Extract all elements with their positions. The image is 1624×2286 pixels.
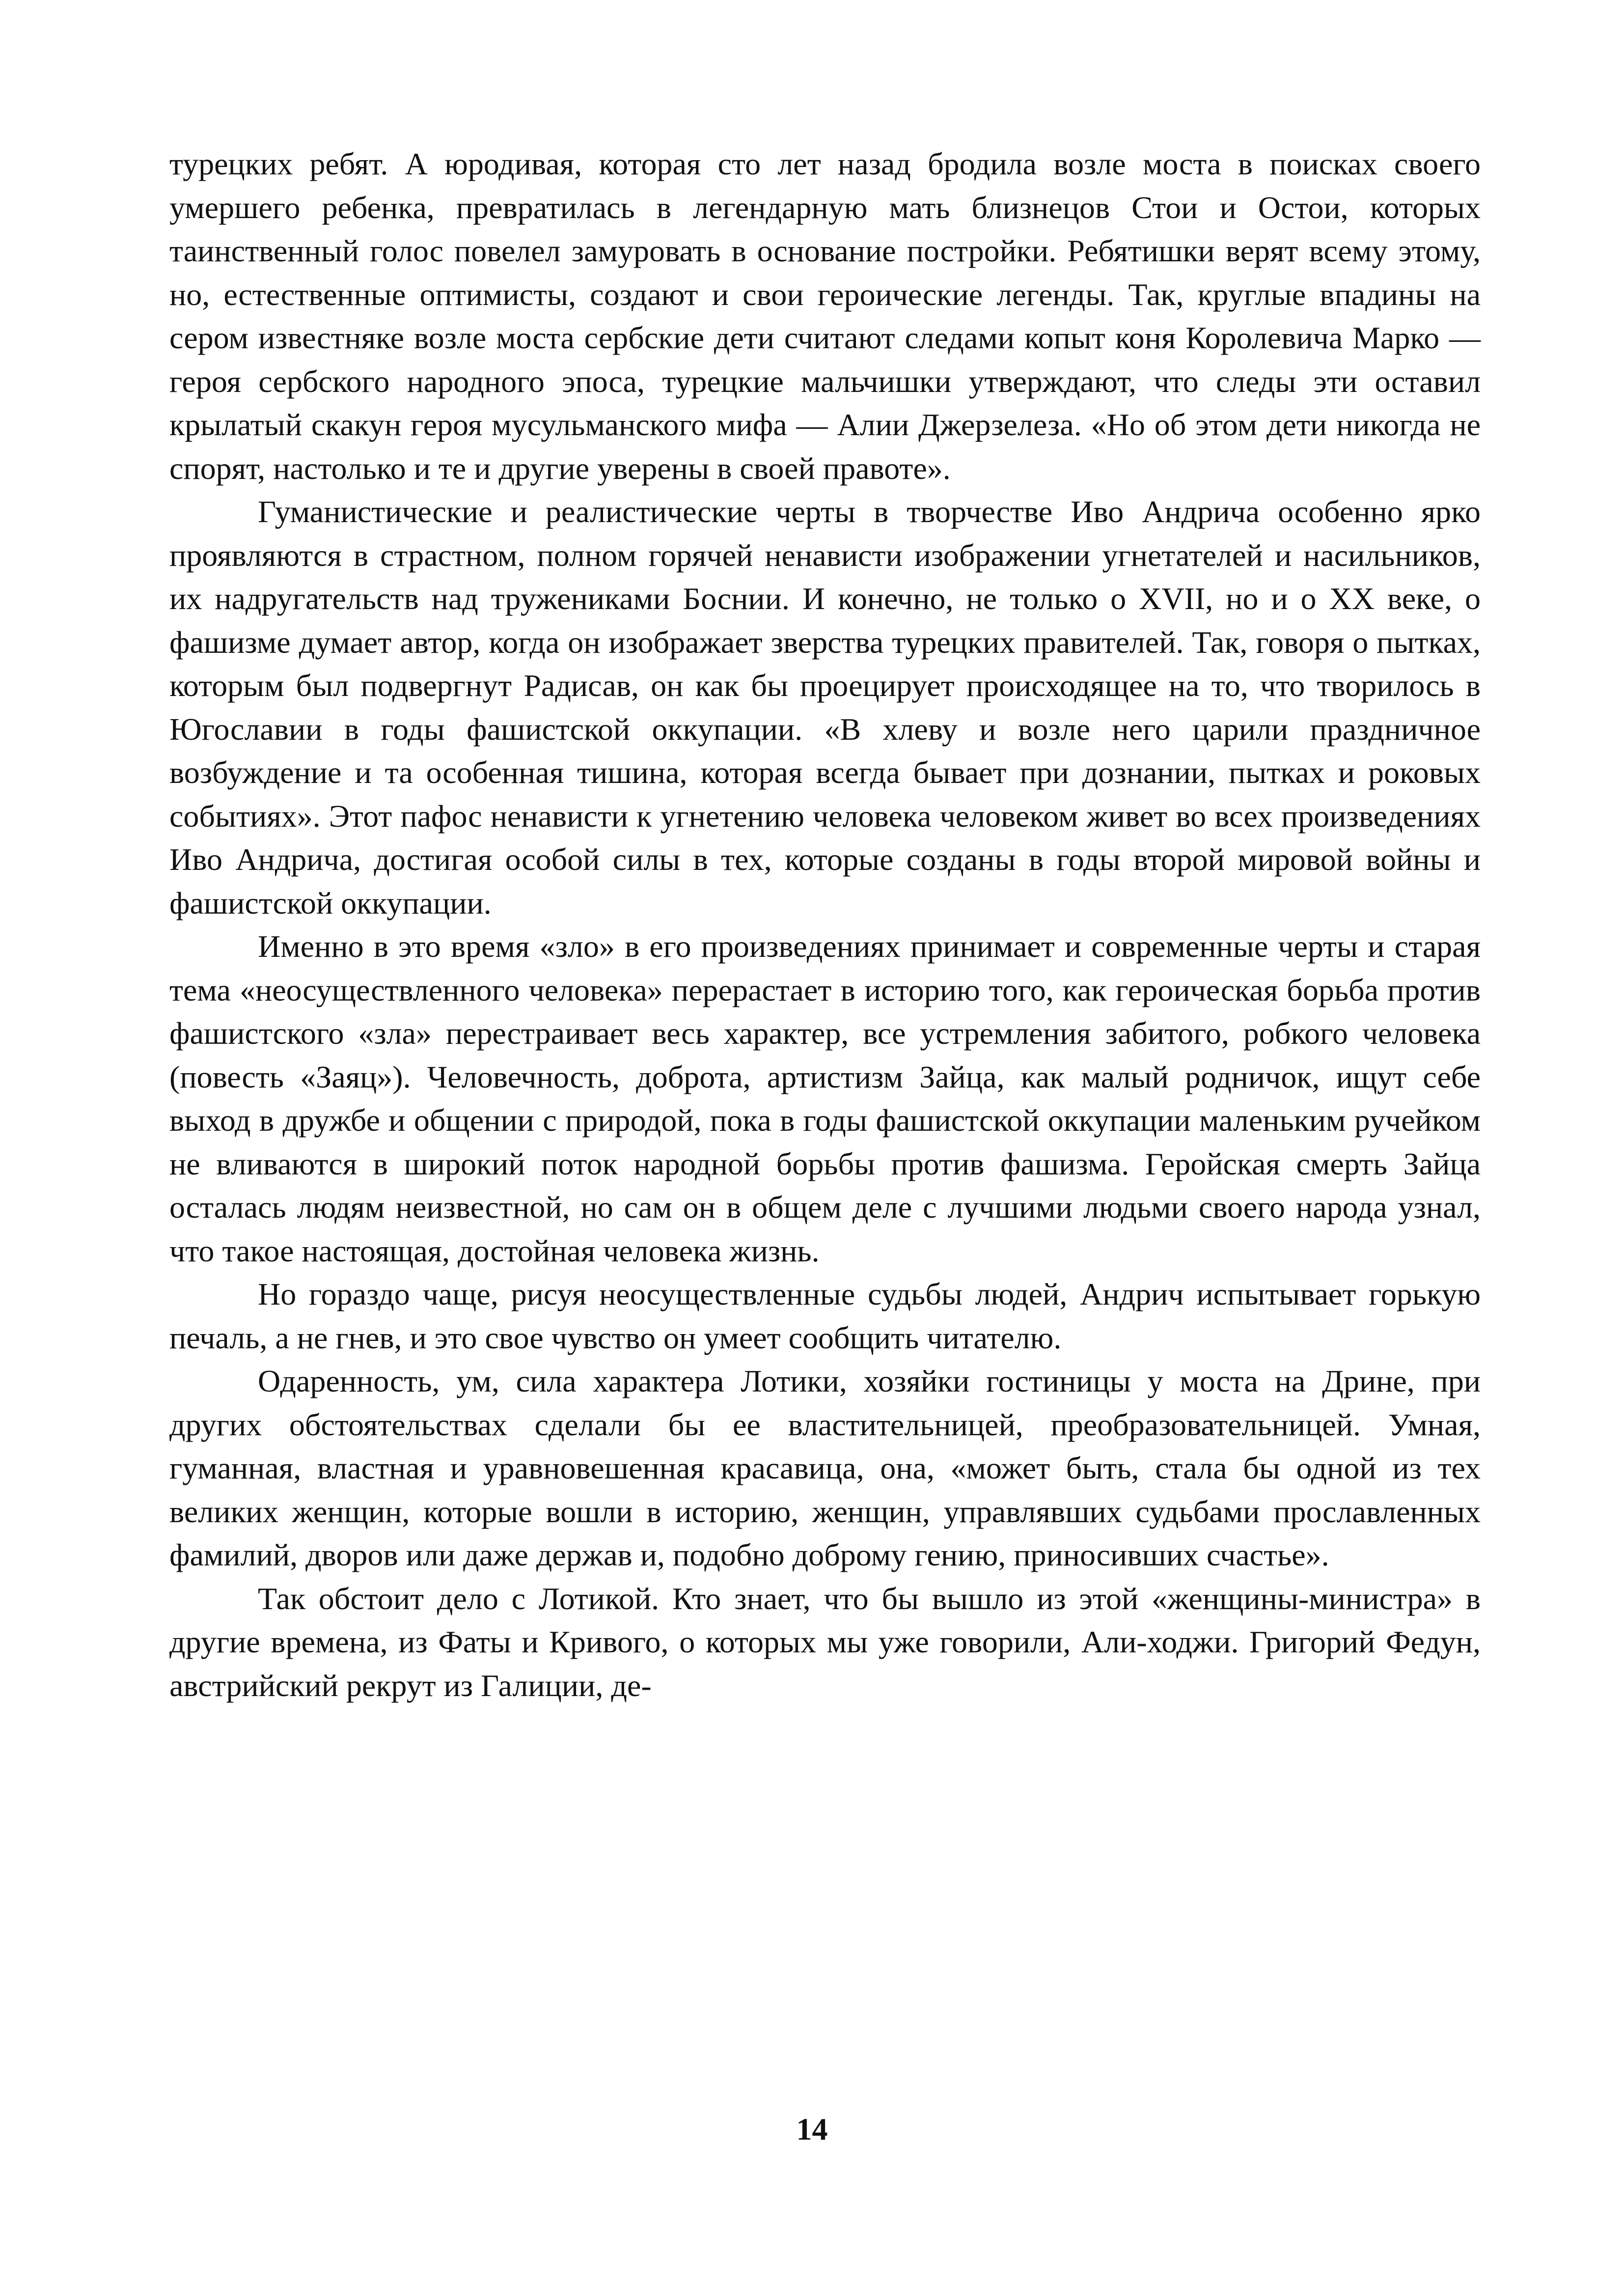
paragraph-3: Именно в это время «зло» в его произведениях принимает и современные черты и старая тема «неосуществленного человека» перерастает в историю того, как героическая борьба против фашистского «зла» перестраивает весь характер, все устремления забитого, робкого человека (повесть «Заяц»). Человечность, доброта, артистизм Зайца, как малый родничок, ищут себе выход в дружбе и общении с природой, пока в годы фашистской оккупации маленьким ручейком не вливаются в широкий поток народной борьбы против фашизма. Геройская смерть Зайца осталась людям неизвестной, но сам он в общем деле с лучшими людьми своего народа узнал, что такое настоящая, достойная человека жизнь. xyxy=(169,929,1481,1268)
paragraph-5: Одаренность, ум, сила характера Лотики, хозяйки гостиницы у моста на Дрине, при других обстоятельствах сделали бы ее властительницей, преобразовательницей. Умная, гуманная, властная и уравновешенная красавица, она, «может быть, стала бы одной из тех великих женщин, которые вошли в историю, женщин, управлявших судьбами прославленных фамилий, дворов или даже держав и, подобно доброму гению, приносивших счастье». xyxy=(169,1364,1481,1572)
paragraph-2: Гуманистические и реалистические черты в творчестве Иво Андрича особенно ярко проявляются в страстном, полном горячей ненависти изображении угнетателей и насильников, их надругательств над тружениками Боснии. И конечно, не только о XVII, но и о XX веке, о фашизме думает автор, когда он изображает зверства турецких правителей. Так, говоря о пытках, которым был подвергнут Радисав, он как бы проецирует происходящее на то, что творилось в Югославии в годы фашистской оккупации. «В хлеву и возле него царили праздничное возбуждение и та особенная тишина, которая всегда бывает при дознании, пытках и роковых событиях». Этот пафос ненависти к угнетению человека человеком живет во всех произведениях Иво Андрича, достигая особой силы в тех, которые созданы в годы второй мировой войны и фашистской оккупации. xyxy=(169,494,1481,920)
page-number: 14 xyxy=(796,2112,828,2147)
paragraph-1: турецких ребят. А юродивая, которая сто лет назад бродила возле моста в поисках своего умершего ребенка, превратилась в легендарную мать близнецов Стои и Остои, которых таинственный голос повелел замуровать в основание постройки. Ребятишки верят всему этому, но, естественные оптимисты, создают и свои героические легенды. Так, круглые впадины на сером известняке возле моста сербские дети считают следами копыт коня Королевича Марко — героя сербского народного эпоса, турецкие мальчишки утверждают, что следы эти оставил крылатый скакун героя мусульманского мифа — Алии Джерзелеза. «Но об этом дети никогда не спорят, настолько и те и другие уверены в своей правоте». xyxy=(169,146,1481,486)
body-text xyxy=(169,142,1481,1707)
paragraph-4: Но гораздо чаще, рисуя неосуществленные судьбы людей, Андрич испытывает горькую печаль, а не гнев, и это свое чувство он умеет сообщить читателю. xyxy=(169,1277,1481,1355)
paragraph-6: Так обстоит дело с Лотикой. Кто знает, что бы вышло из этой «женщины-министра» в другие времена, из Фаты и Кривого, о которых мы уже говорили, Али-ходжи. Григорий Федун, австрийский рекрут из Галиции, де- xyxy=(169,1581,1481,1703)
